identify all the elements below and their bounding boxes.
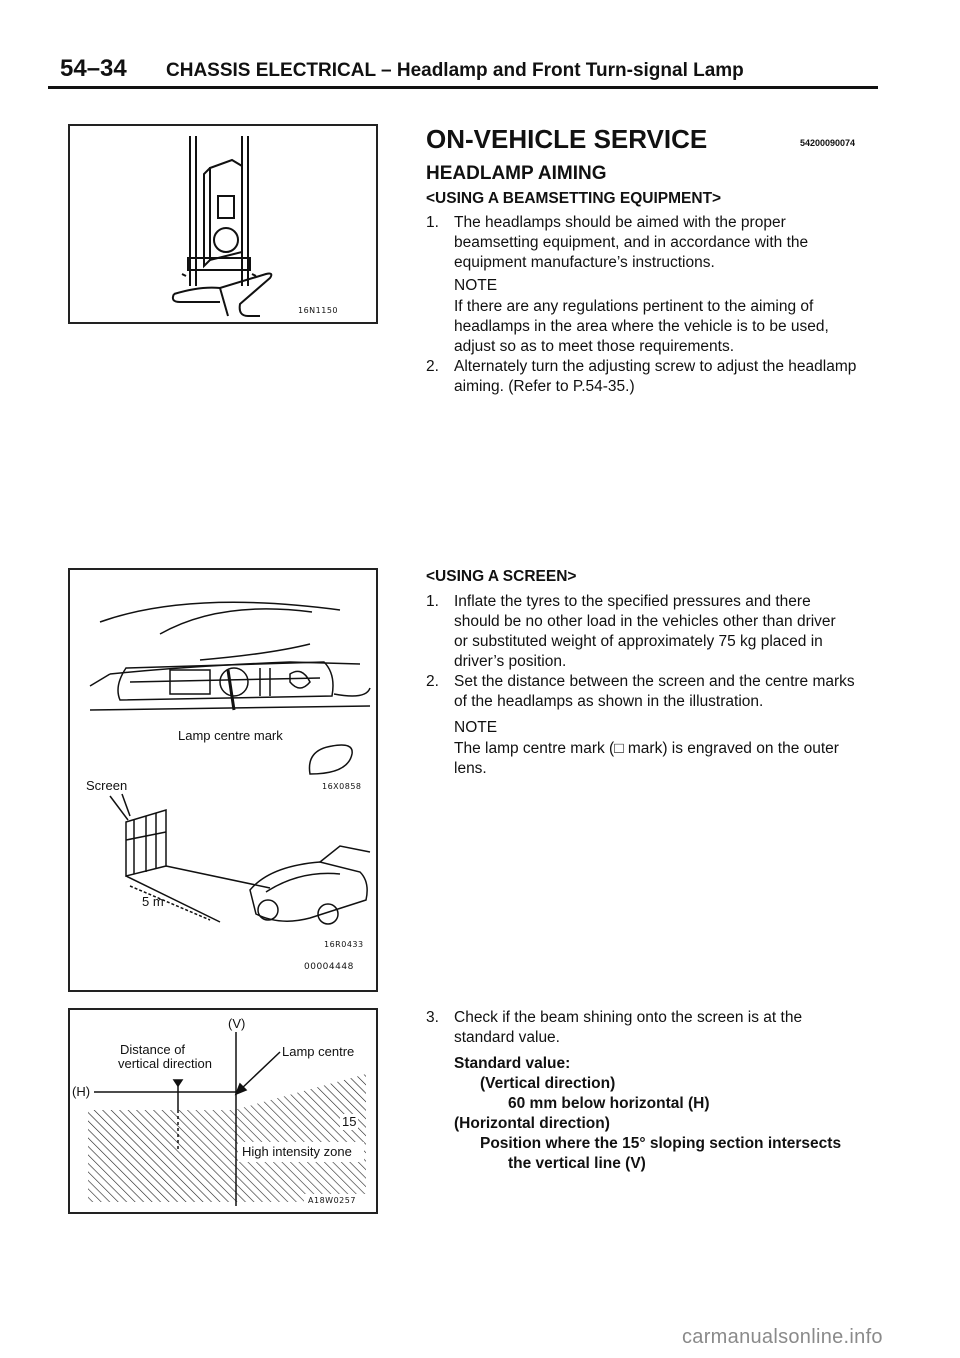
section-heading: ON-VEHICLE SERVICE [426,124,708,154]
figure-code: 16N1150 [298,306,339,315]
distance-vertical-label-2: vertical direction [118,1056,212,1071]
screen-subheading: <USING A SCREEN> [426,568,577,585]
beamsetting-equipment-illustration [70,126,376,322]
screen-label: Screen [86,778,128,793]
beamsetting-note-label: NOTE [454,277,498,294]
screen-note-text: The lamp centre mark (□ mark) is engraved on the outer lens. [454,740,839,777]
headlamp-aiming-heading: HEADLAMP AIMING [426,163,607,184]
horizontal-direction-value-2: the vertical line (V) [508,1155,646,1172]
figure-code: A18W0257 [308,1196,356,1205]
lamp-centre-label: Lamp centre [282,1044,355,1059]
horizontal-direction-label: (Horizontal direction) [454,1115,610,1132]
vertical-direction-label: (Vertical direction) [480,1075,616,1092]
horizontal-line-label: (H) [72,1084,91,1099]
figure-code-bottom: 16R0433 [324,940,364,949]
page-header [48,55,878,89]
horizontal-direction-value-1: Position where the 15° sloping section intersects [480,1135,842,1152]
figure-screen-setup [68,568,378,992]
vertical-line-label: (V) [228,1016,246,1031]
figure-code-corner: 00004448 [304,962,354,972]
high-intensity-zone-label: High intensity zone [242,1144,352,1159]
beamsetting-note-text: If there are any regulations pertinent to the aiming of headlamps in the area where the vehicle is to be used, adjust so as to meet those requirements. [454,298,829,355]
beam-pattern-illustration [70,1010,376,1212]
distance-vertical-label-1: Distance of [120,1042,186,1057]
page-number: 54–34 [60,55,127,82]
distance-label: 5 m [142,894,164,909]
watermark: carmanualsonline.info [682,1326,883,1348]
standard-value-label: Standard value: [454,1055,571,1072]
figure-beam-pattern [68,1008,378,1214]
screen-note-label: NOTE [454,719,498,736]
header-rule [48,86,878,89]
lamp-centre-mark-label: Lamp centre mark [178,728,283,743]
document-id: 54200090074 [800,138,856,148]
angle-label: 15 [342,1114,357,1129]
vertical-direction-value: 60 mm below horizontal (H) [508,1095,710,1112]
section-title: CHASSIS ELECTRICAL – Headlamp and Front Turn-signal Lamp [166,60,744,81]
beamsetting-subheading: <USING A BEAMSETTING EQUIPMENT> [426,190,722,207]
figure-beamsetting-equipment [68,124,378,324]
figure-code-top: 16X0858 [322,782,362,791]
